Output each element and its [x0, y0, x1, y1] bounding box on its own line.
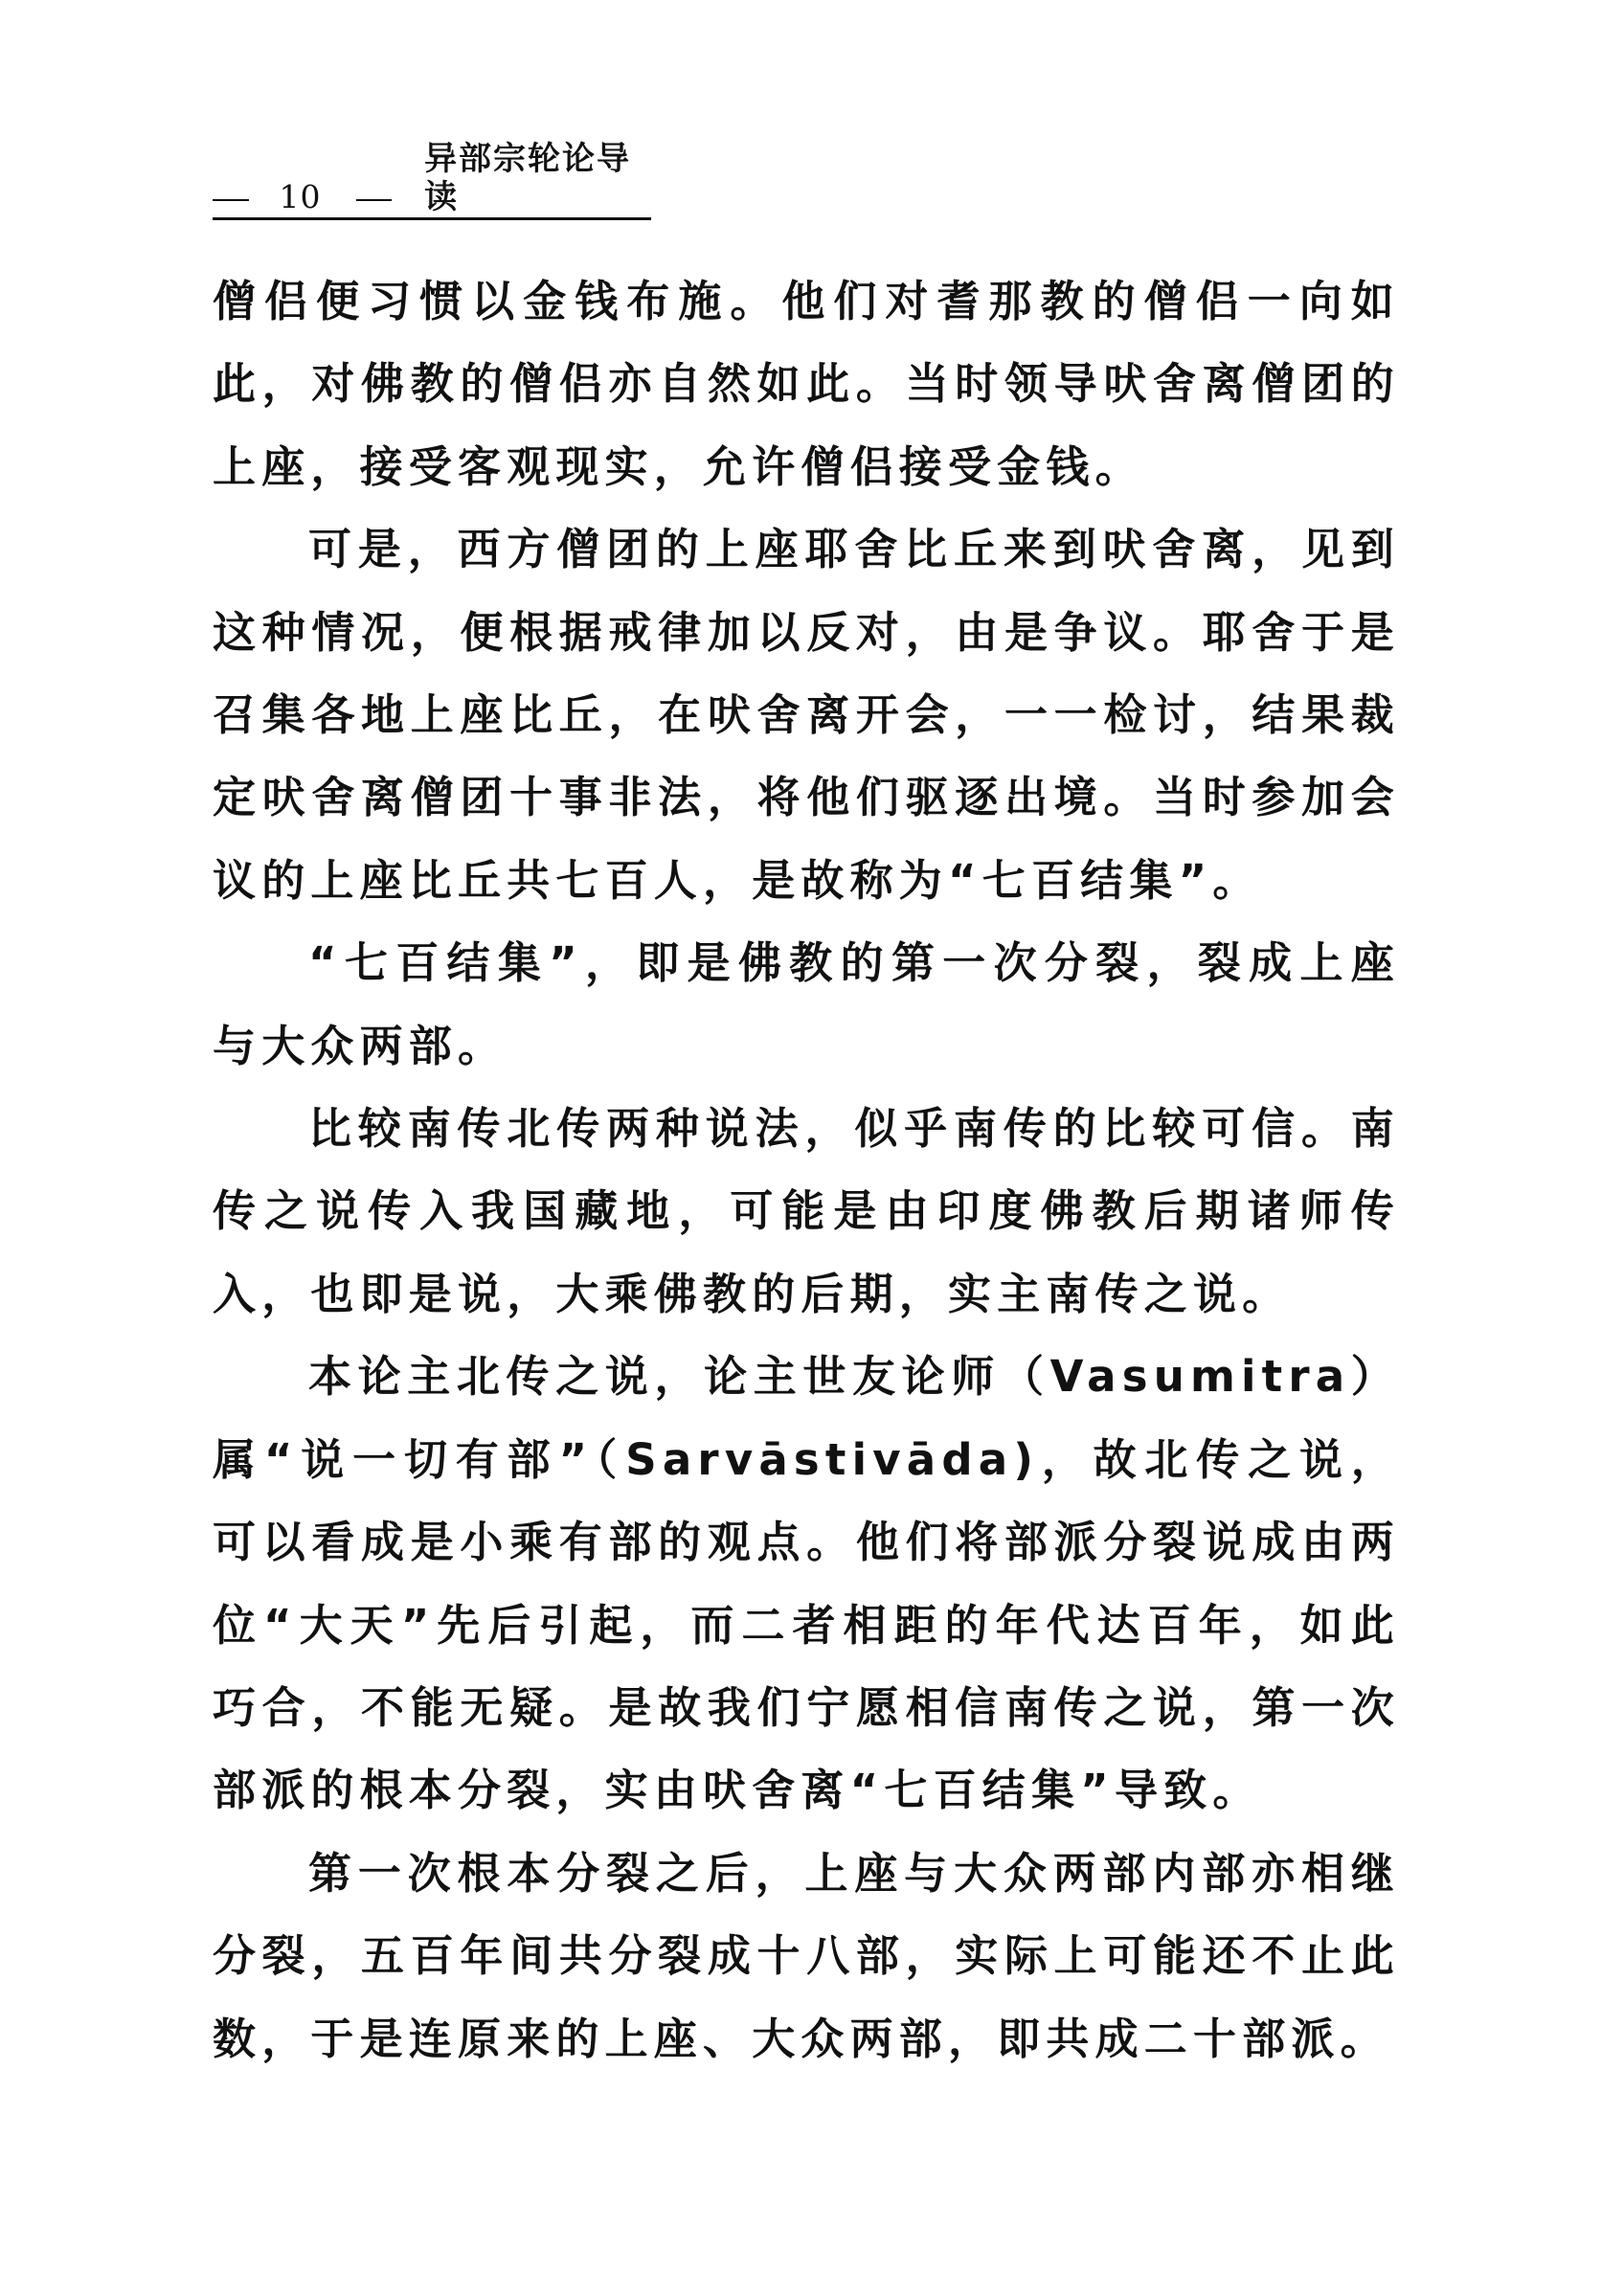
header-dash-left	[213, 199, 249, 201]
paragraph: 比较南传北传两种说法，似乎南传的比较可信。南传之说传入我国藏地，可能是由印度佛教后期诸师传入，也即是说，大乘佛教的后期，实主南传之说。	[213, 1103, 1400, 1319]
book-title: 异部宗轮论导读	[424, 140, 632, 216]
header-dash-right	[356, 199, 393, 201]
body-text	[213, 260, 1400, 2081]
running-header	[213, 140, 663, 216]
paragraph: 本论主北传之说，论主世友论师（Vasumitra）属“说一切有部”（Sarvāstivāda)，故北传之说，可以看成是小乘有部的观点。他们将部派分裂说成由两位“大天”先后引起，而二者相距的年代达百年，如此巧合，不能无疑。是故我们宁愿相信南传之说，第一次部派的根本分裂，实由吠舍离“七百结集”导致。	[213, 1351, 1400, 1816]
paragraph: “七百结集”，即是佛教的第一次分裂，裂成上座与大众两部。	[213, 937, 1400, 1071]
paragraph: 可是，西方僧团的上座耶舍比丘来到吠舍离，见到这种情况，便根据戒律加以反对，由是争议。耶舍于是召集各地上座比丘，在吠舍离开会，一一检讨，结果裁定吠舍离僧团十事非法，将他们驱逐出境。当时参加会议的上座比丘共七百人，是故称为“七百结集”。	[213, 524, 1400, 906]
page-number: 10	[279, 178, 322, 215]
paragraph-continued: 僧侣便习惯以金钱布施。他们对耆那教的僧侣一向如此，对佛教的僧侣亦自然如此。当时领导吠舍离僧团的上座，接受客观现实，允许僧侣接受金钱。	[213, 276, 1400, 492]
header-rule	[213, 217, 651, 220]
paragraph: 第一次根本分裂之后，上座与大众两部内部亦相继分裂，五百年间共分裂成十八部，实际上可能还不止此数，于是连原来的上座、大众两部，即共成二十部派。	[213, 1847, 1400, 2064]
